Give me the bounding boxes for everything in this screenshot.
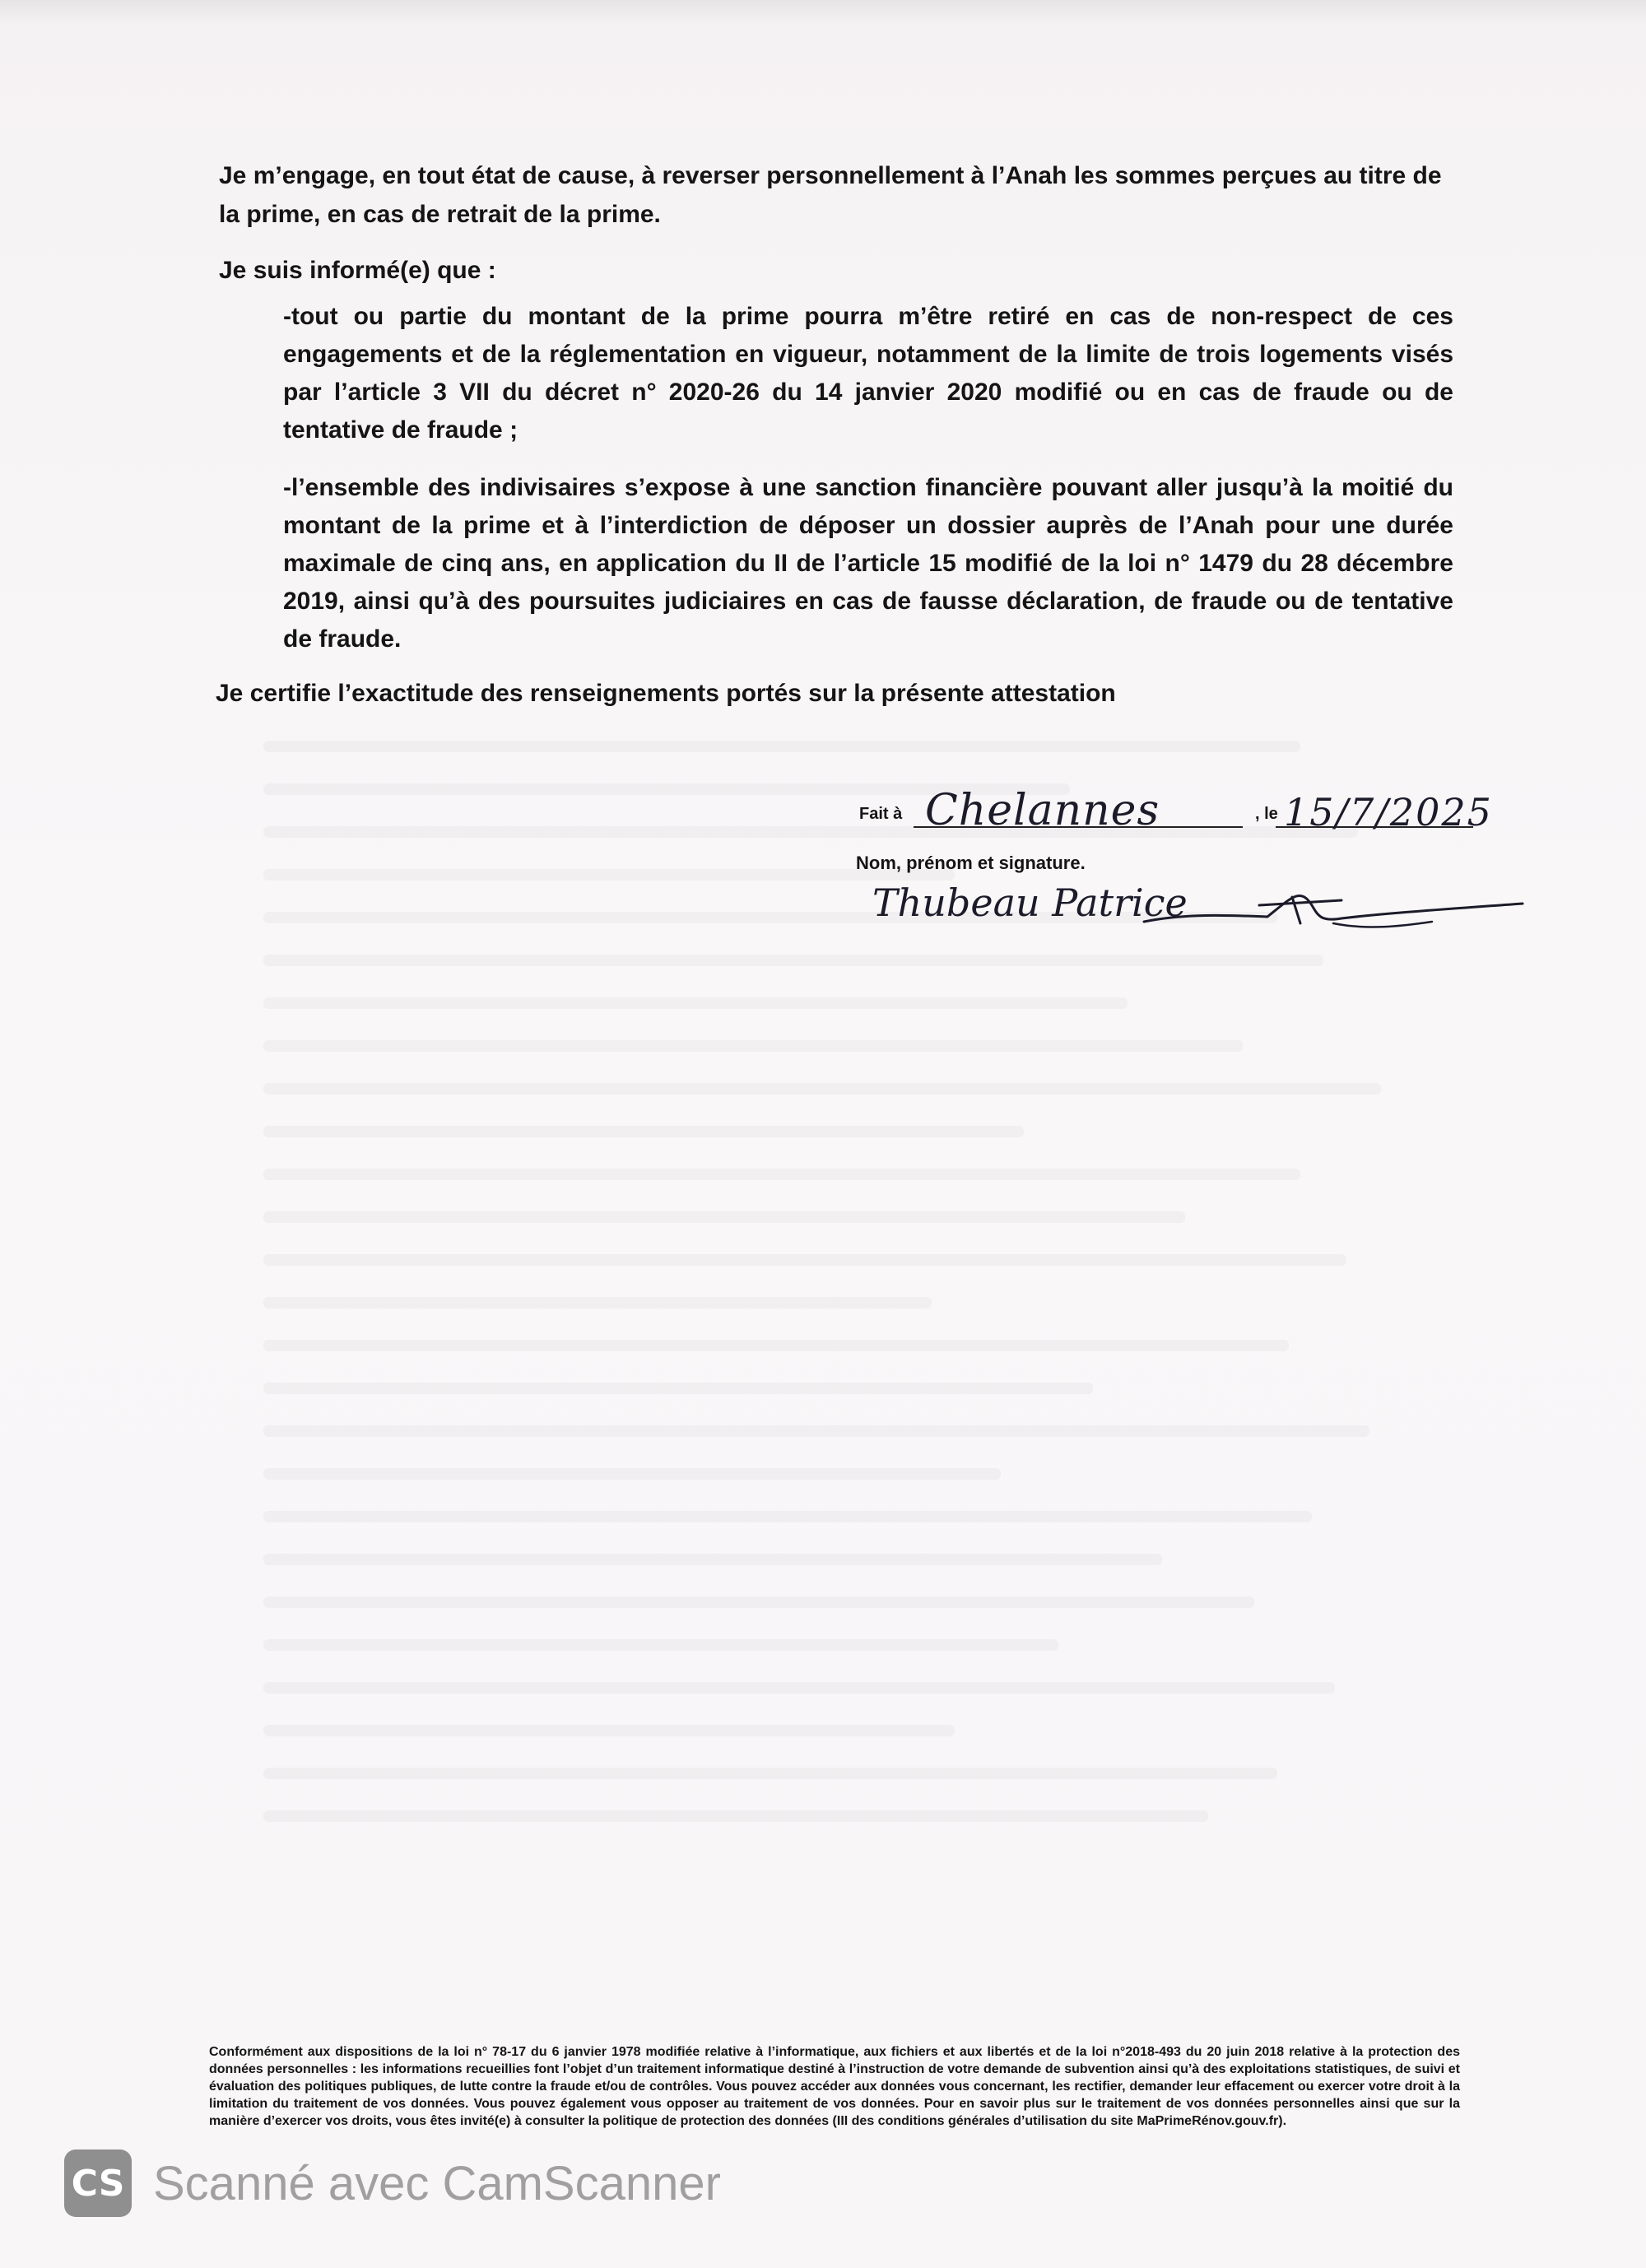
scan-edge-shadow xyxy=(0,0,1646,25)
handwritten-place: Chelannes xyxy=(925,786,1160,835)
camscanner-logo-icon: CS xyxy=(64,2149,132,2217)
legal-notice: Conformément aux dispositions de la loi n° 78-17 du 6 janvier 1978 modifiée relative à l’informatique, aux fichiers et aux libertés et de la loi n°2018-493 du 20 juin 2018 relative à la protection des données personnelles : les informations recueillies font l’objet d’un traitement informatique destiné à l’instruction de votre demande de subvention ainsi qu’à des exploitations statistiques, de suivi et évaluation des politiques publiques, de lutte contre la fraude et/ou de contrôles. Vous pouvez accéder aux données vous concernant, les rectifier, demander leur effacement ou exercer votre droit à la limitation du traitement de vos données. Vous pouvez également vous opposer au traitement de vos données. Pour en savoir plus sur le traitement de vos données personnelles ainsi que sur la manière d’exercer vos droits, vous êtes invité(e) à consulter la politique de protection des données (III des conditions générales d’utilisation du site MaPrimeRénov.gouv.fr). xyxy=(209,2045,1460,2128)
bullet-withdrawal: -tout ou partie du montant de la prime pourra m’être retiré en cas de non-respect de ces engagements et de la réglementation en vigueur, notamment de la limite de trois logements visés par l’article 3 VII du décret n° 2020-26 du 14 janvier 2020 modifié ou en cas de fraude ou de tentative de fraude ; xyxy=(283,303,1453,444)
watermark-text: Scanné avec CamScanner xyxy=(153,2156,721,2210)
handwritten-signature xyxy=(1136,881,1531,938)
engagement-paragraph: Je m’engage, en tout état de cause, à reverser personnellement à l’Anah les sommes perçues au titre de la prime, en cas de retrait de la prime. xyxy=(219,162,1442,228)
name-signature-label: Nom, prénom et signature. xyxy=(856,853,1086,873)
certification-statement: Je certifie l’exactitude des renseignements portés sur la présente attestation xyxy=(216,680,1116,707)
handwritten-date: 15/7/2025 xyxy=(1284,790,1493,834)
camscanner-watermark xyxy=(64,2146,721,2220)
date-label: , le xyxy=(1255,805,1278,823)
place-label: Fait à xyxy=(859,805,903,823)
informed-heading: Je suis informé(e) que : xyxy=(219,257,496,284)
bullet-sanction: -l’ensemble des indivisaires s’expose à une sanction financière pouvant aller jusqu’à la moitié du montant de la prime et à l’interdiction de déposer un dossier auprès de l’Anah pour une durée maximale de cinq ans, en application du II de l’article 15 modifié de la loi n° 1479 du 28 décembre 2019, ainsi qu’à des poursuites judiciaires en cas de fausse déclaration, de fraude ou de tentative de fraude. xyxy=(283,474,1453,653)
handwritten-name: Thubeau Patrice xyxy=(872,881,1188,925)
